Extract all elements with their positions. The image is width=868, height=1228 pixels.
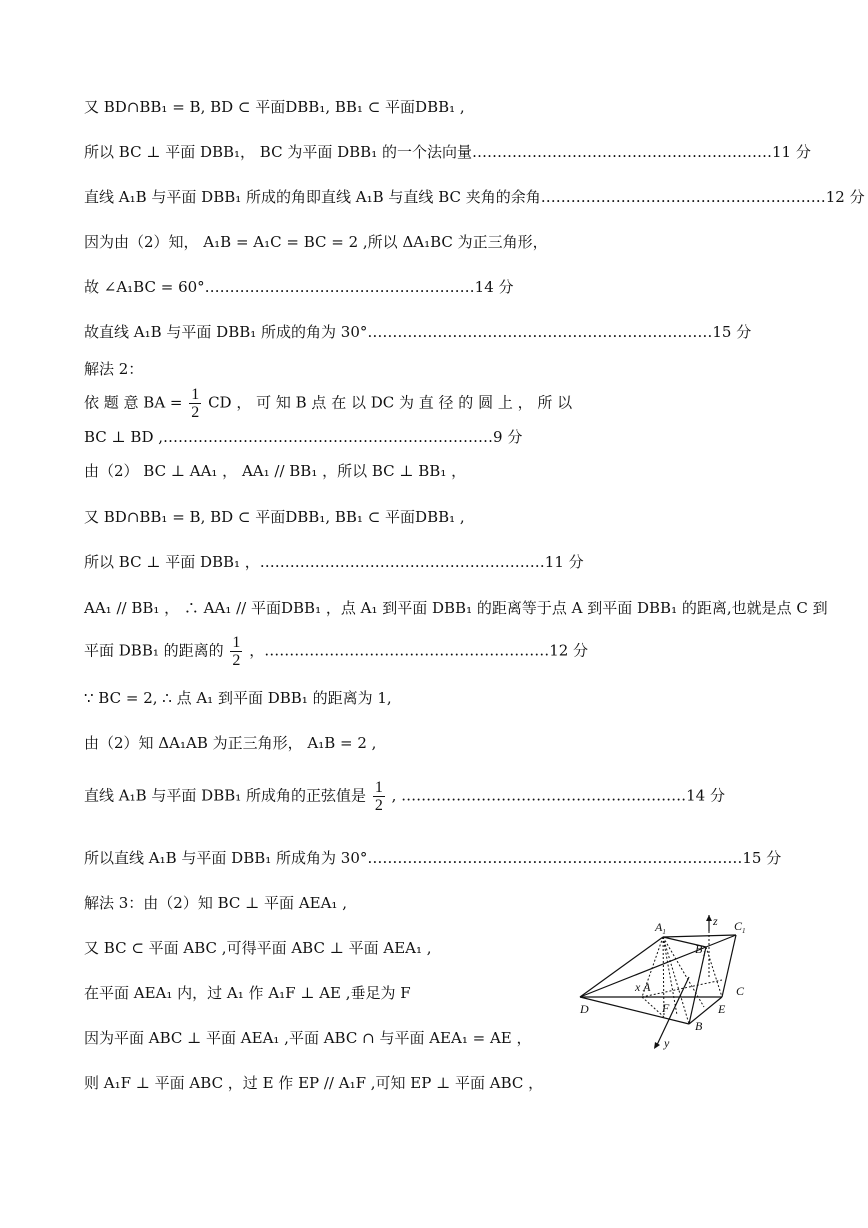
line-7: 解法 2： [84, 360, 144, 378]
line-2: 所以 BC ⊥ 平面 DBB₁， BC 为平面 DBB₁ 的一个法向量……………………………………………………11 分 [84, 143, 811, 161]
line-9: BC ⊥ BD ,…………………………………………………………9 分 [84, 428, 523, 446]
fraction-one-half: $\frac{1}{2}$ [374, 779, 383, 814]
line-11: 又 BD∩BB₁ = B, BD ⊂ 平面DBB₁, BB₁ ⊂ 平面DBB₁ , [84, 508, 465, 526]
label-F: F [662, 1001, 670, 1015]
label-C1: $C_1$ [734, 919, 746, 935]
line-16: 由（2）知 ΔA₁AB 为正三角形， A₁B = 2 , [84, 734, 377, 752]
label-y: y [664, 1036, 670, 1050]
line-12: 所以 BC ⊥ 平面 DBB₁ ，…………………………………………………11 分 [84, 553, 584, 571]
line-4: 因为由（2）知， A₁B = A₁C = BC = 2 ,所以 ΔA₁BC 为正三角形， [84, 233, 548, 251]
line-19: 解法 3：由（2）知 BC ⊥ 平面 AEA₁ , [84, 894, 347, 912]
fraction-one-half: $\frac{1}{2}$ [232, 634, 241, 669]
line-20: 又 BC ⊂ 平面 ABC ,可得平面 ABC ⊥ 平面 AEA₁ , [84, 939, 432, 957]
line-14: 平面 DBB₁ 的距离的 $\frac{1}{2}$ ，…………………………………………………12 分 [84, 634, 589, 669]
line-8: 依 题 意 BA = $\frac{1}{2}$ CD ， 可 知 B 点 在 以 DC 为 直 径 的 圆 上 ， 所 以 [84, 386, 573, 421]
line-5: 故 ∠A₁BC = 60°………………………………………………14 分 [84, 278, 514, 296]
line-1: 又 BD∩BB₁ = B, BD ⊂ 平面DBB₁, BB₁ ⊂ 平面DBB₁ , [84, 98, 465, 116]
line-22: 因为平面 ABC ⊥ 平面 AEA₁ ,平面 ABC ∩ 与平面 AEA₁ = AE ， [84, 1029, 532, 1047]
line-23: 则 A₁F ⊥ 平面 ABC ，过 E 作 EP // A₁F ,可知 EP ⊥ 平面 ABC ， [84, 1074, 544, 1092]
label-C: C [736, 984, 745, 998]
label-z: z [713, 915, 718, 928]
fraction-one-half: $\frac{1}{2}$ [191, 386, 200, 421]
label-xA: x A [635, 980, 651, 994]
line-6: 故直线 A₁B 与平面 DBB₁ 所成的角为 30°……………………………………………………………15 分 [84, 323, 752, 341]
geometry-figure [576, 915, 776, 1050]
line-18: 所以直线 A₁B 与平面 DBB₁ 所成角为 30°…………………………………………………………………15 分 [84, 849, 782, 867]
line-3: 直线 A₁B 与平面 DBB₁ 所成的角即直线 A₁B 与直线 BC 夹角的余角…………………………………………………12 分 [84, 188, 865, 206]
line-13: AA₁ // BB₁ ， ∴ AA₁ // 平面DBB₁ ，点 A₁ 到平面 DBB₁ 的距离等于点 A 到平面 DBB₁ 的距离,也就是点 C 到 [84, 599, 828, 617]
line-15: ∵ BC = 2, ∴ 点 A₁ 到平面 DBB₁ 的距离为 1, [84, 689, 392, 707]
label-B: B [695, 1019, 703, 1033]
label-A1: $A_1$ [655, 920, 666, 936]
line-10: 由（2） BC ⊥ AA₁ ， AA₁ // BB₁ ，所以 BC ⊥ BB₁ ， [84, 462, 467, 480]
label-E: E [718, 1002, 726, 1016]
line-17: 直线 A₁B 与平面 DBB₁ 所成角的正弦值是 $\frac{1}{2}$ , …………………………………………………14 分 [84, 779, 725, 814]
label-B1: $B_1$ [695, 942, 706, 958]
line-21: 在平面 AEA₁ 内，过 A₁ 作 A₁F ⊥ AE ,垂足为 F [84, 984, 411, 1002]
label-D: D [580, 1002, 589, 1016]
